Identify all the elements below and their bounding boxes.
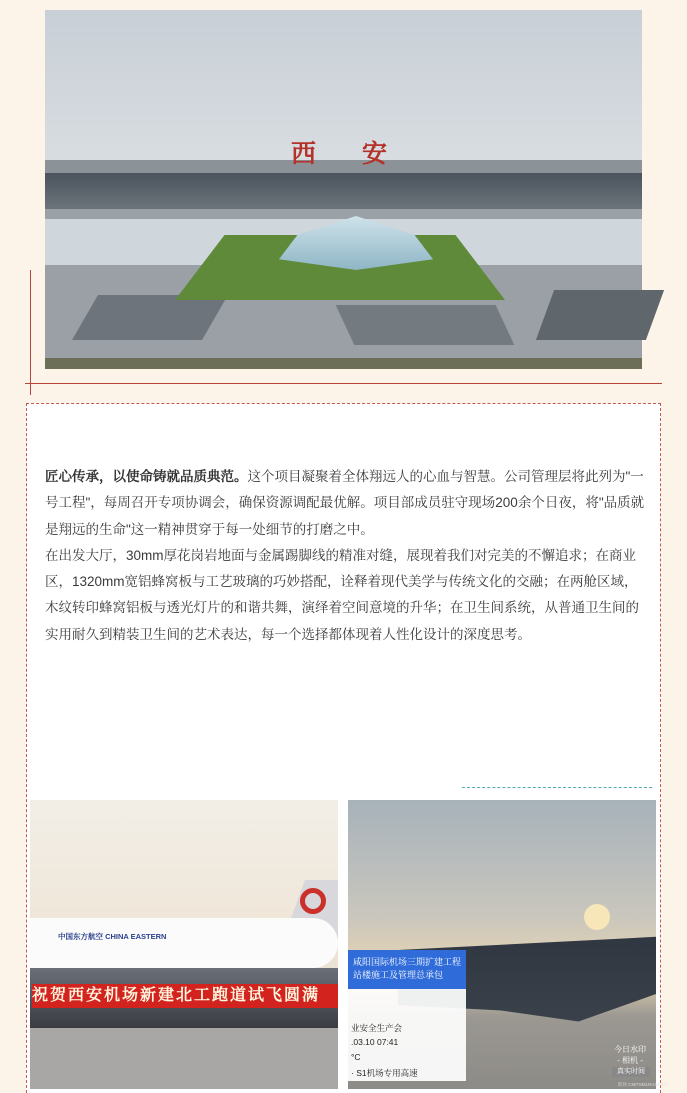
airline-logo-icon <box>300 888 326 914</box>
article-body <box>45 464 645 648</box>
timestamp-card-title: 咸阳国际机场三期扩建工程站楼施工及管理总承包 <box>348 950 466 989</box>
decorative-vertical-line <box>30 270 31 395</box>
timestamp-card-line: 业安全生产会 <box>351 1023 403 1033</box>
airline-label: 中国东方航空 CHINA EASTERN <box>58 932 167 941</box>
timestamp-card-line: °C <box>351 1052 361 1062</box>
runway-ceremony-photo <box>30 800 338 1089</box>
paragraph-1 <box>45 464 645 543</box>
paragraph-2: 在出发大厅，30mm厚花岗岩地面与金属踢脚线的精准对缝，展现着我们对完美的不懈追求；在商业区，1320mm宽铝蜂窝板与工艺玻璃的巧妙搭配，诠释着现代美学与传统文化的交融；在两舱区域，木纹转印蜂窝铝板与透光灯片的和谐共舞，演绎着空间意境的升华；在卫生间系统，从普通卫生间的实用耐久到精装卫生间的艺术表达，每一个选择都体现着人性化设计的深度思考。 <box>45 547 639 642</box>
glass-dome <box>279 216 433 270</box>
celebration-banner: 祝贺西安机场新建北工跑道试飞圆满 <box>32 984 338 1008</box>
airport-terminal-photo <box>45 10 642 369</box>
watermark-subtitle: - 相机 - <box>617 1056 643 1065</box>
watermark-badge: 真实时间 <box>612 1067 650 1077</box>
terminal-sign: 西安 <box>291 139 434 168</box>
watermark-code: 防伪 CMIT6M1RA348FV <box>618 1082 668 1087</box>
airplane <box>30 918 338 968</box>
decorative-dashed-divider <box>462 787 652 788</box>
timestamp-card-line: · S1机场专用高速 <box>351 1068 418 1078</box>
paragraph-1-lead: 匠心传承，以使命铸就品质典范。 <box>45 469 248 484</box>
decorative-horizontal-line <box>25 383 662 384</box>
timestamp-card-line: .03.10 07:41 <box>351 1037 399 1047</box>
watermark-title: 今日水印 <box>614 1045 646 1054</box>
construction-meeting-photo <box>348 800 668 1089</box>
sun <box>584 904 610 930</box>
paragraph-1-text: 这个项目凝聚着全体翔远人的心血与智慧。公司管理层将此列为"一号工程"，每周召开专项协调会，确保资源调配最优解。项目部成员驻守现场200余个日夜，将"品质就是翔远的生命"这一精神贯穿于每一处细节的打磨之中。 <box>45 469 645 537</box>
